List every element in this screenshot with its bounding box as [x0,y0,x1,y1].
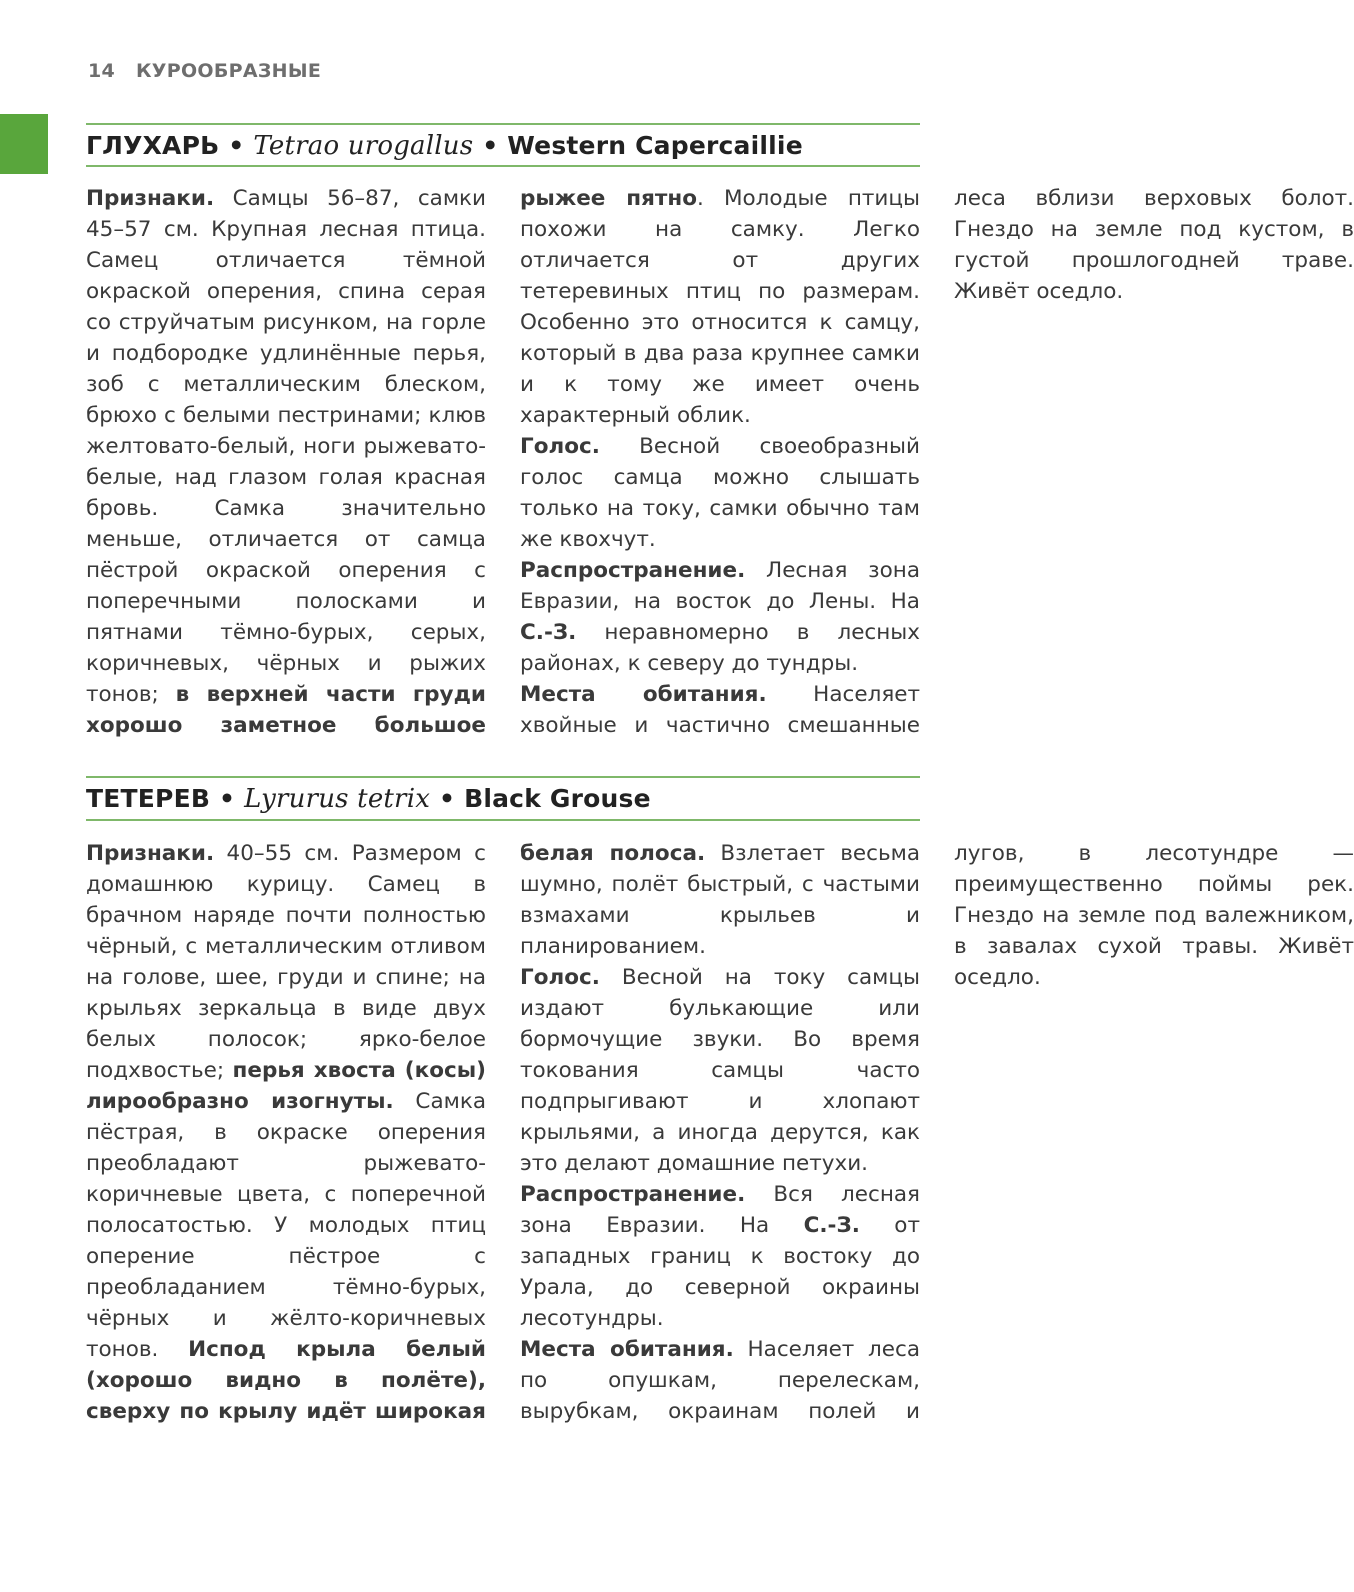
section-label: Голос. [520,434,600,459]
species-name-latin: Lyrurus tetrix [244,784,431,814]
separator: • [219,784,236,813]
text: Населяет леса по опушкам, перелескам, вырубкам, окраинам полей и лугов, в лесотундре — преимущественно поймы рек. Гнездо на земле под валежником, в завалах сухой травы. Живёт оседло. [520,841,1354,1424]
bold-text: Испод крыла белый (хорошо видно в полёте), сверху по крылу идёт широкая белая полоса. [86,841,706,1424]
text: . Молодые птицы похожи на самку. Легко отличается от других тетеревиных птиц по размерам. Особенно это относится к самцу, который в два раза крупнее самки и к тому же имеет очень характерный облик. [520,186,920,428]
section-label: Места обитания. [520,1337,734,1362]
species-name-en: Black Grouse [464,784,651,813]
paragraph-rasprostranenie [520,555,920,679]
section-label: Голос. [520,965,600,990]
section-label: С.-З. [520,620,577,645]
paragraph-golos [520,962,920,1179]
running-head [88,60,321,82]
species-name-latin: Tetrao urogallus [253,131,474,161]
text: Вся лесная зона Евразии. На [520,1182,920,1238]
species-name-en: Western Capercaillie [507,131,803,160]
text: Населяет хвойные и частично смешанные леса вблизи верховых болот. Гнездо на земле под кустом, в густой прошлогодней траве. Живёт оседло. [520,186,1354,738]
section-label: Распространение. [520,558,746,583]
text: Взлетает весьма шумно, полёт быстрый, с частыми взмахами крыльев и планированием. [520,841,921,959]
heading-rule-bottom [86,165,920,167]
separator: • [482,131,499,160]
separator: • [438,784,456,813]
section-label: Места обитания. [520,682,767,707]
species-heading [86,131,803,161]
species-description [86,838,1354,1438]
text: Лесная зона Евразии, на восток до Лены. На [520,558,920,614]
separator: • [228,131,245,160]
text: Весной на току самцы издают булькающие или бормочущие звуки. Во время токования самцы часто подпрыгивают и хлопают крыльями, а иногда дерутся, как это делают домашние петухи. [520,965,920,1176]
section-label: Признаки. [86,186,215,211]
heading-rule-top [86,776,920,778]
page-number: 14 [88,60,116,82]
species-description [86,183,1354,743]
species-heading [86,784,651,814]
text: 40–55 см. Размером с домашнюю курицу. Самец в брачном наряде почти полностью чёрный, с металлическим отливом на голове, шее, груди и спине; на крыльях зеркальца в виде двух белых полосок; ярко-белое подхвостье; [86,841,486,1083]
text: неравномерно в лесных районах, к северу до тундры. [520,620,920,676]
section-label: Признаки. [86,841,215,866]
text: Самка пёстрая, в окраске оперения преобладают рыжевато-коричневые цвета, с поперечной полосатостью. У молодых птиц оперение пёстрое с преобладанием тёмно-бурых, чёрных и жёлто-коричневых тонов. [86,1089,487,1362]
species-name-ru: ГЛУХАРЬ [86,131,220,160]
section-label: Распространение. [520,1182,746,1207]
paragraph-golos [520,431,920,555]
paragraph-rasprostranenie [520,1179,920,1334]
species-name-ru: ТЕТЕРЕВ [86,784,211,813]
heading-rule-bottom [86,819,920,821]
bold-text: перья хвоста (косы) лирообразно изогнуты. [86,1058,486,1114]
heading-rule-top [86,123,920,125]
text: Самцы 56–87, самки 45–57 см. Крупная лесная птица. Самец отличается тёмной окраской оперения, спина серая со струйчатым рисунком, на горле и подбородке удлинённые перья, зоб с металлическим блеском, брюхо с белыми пестринами; клюв желтовато-белый, ноги рыжевато-белые, над глазом голая красная бровь. Самка значительно меньше, отличается от самца пёстрой окраской оперения с поперечными полосками и пятнами тёмно-бурых, серых, коричневых, чёрных и рыжих тонов; [86,186,486,707]
text: от западных границ к востоку до Урала, до северной окраины лесотундры. [520,1213,920,1331]
text: Весной своеобразный голос самца можно слышать только на току, самки обычно там же квохчут. [520,434,920,552]
section-title: КУРООБРАЗНЫЕ [135,60,322,82]
section-color-tab [0,114,48,174]
bold-text: в верхней части груди хорошо заметное большое рыжее пятно [86,186,697,738]
section-label: С.-З. [803,1213,860,1238]
